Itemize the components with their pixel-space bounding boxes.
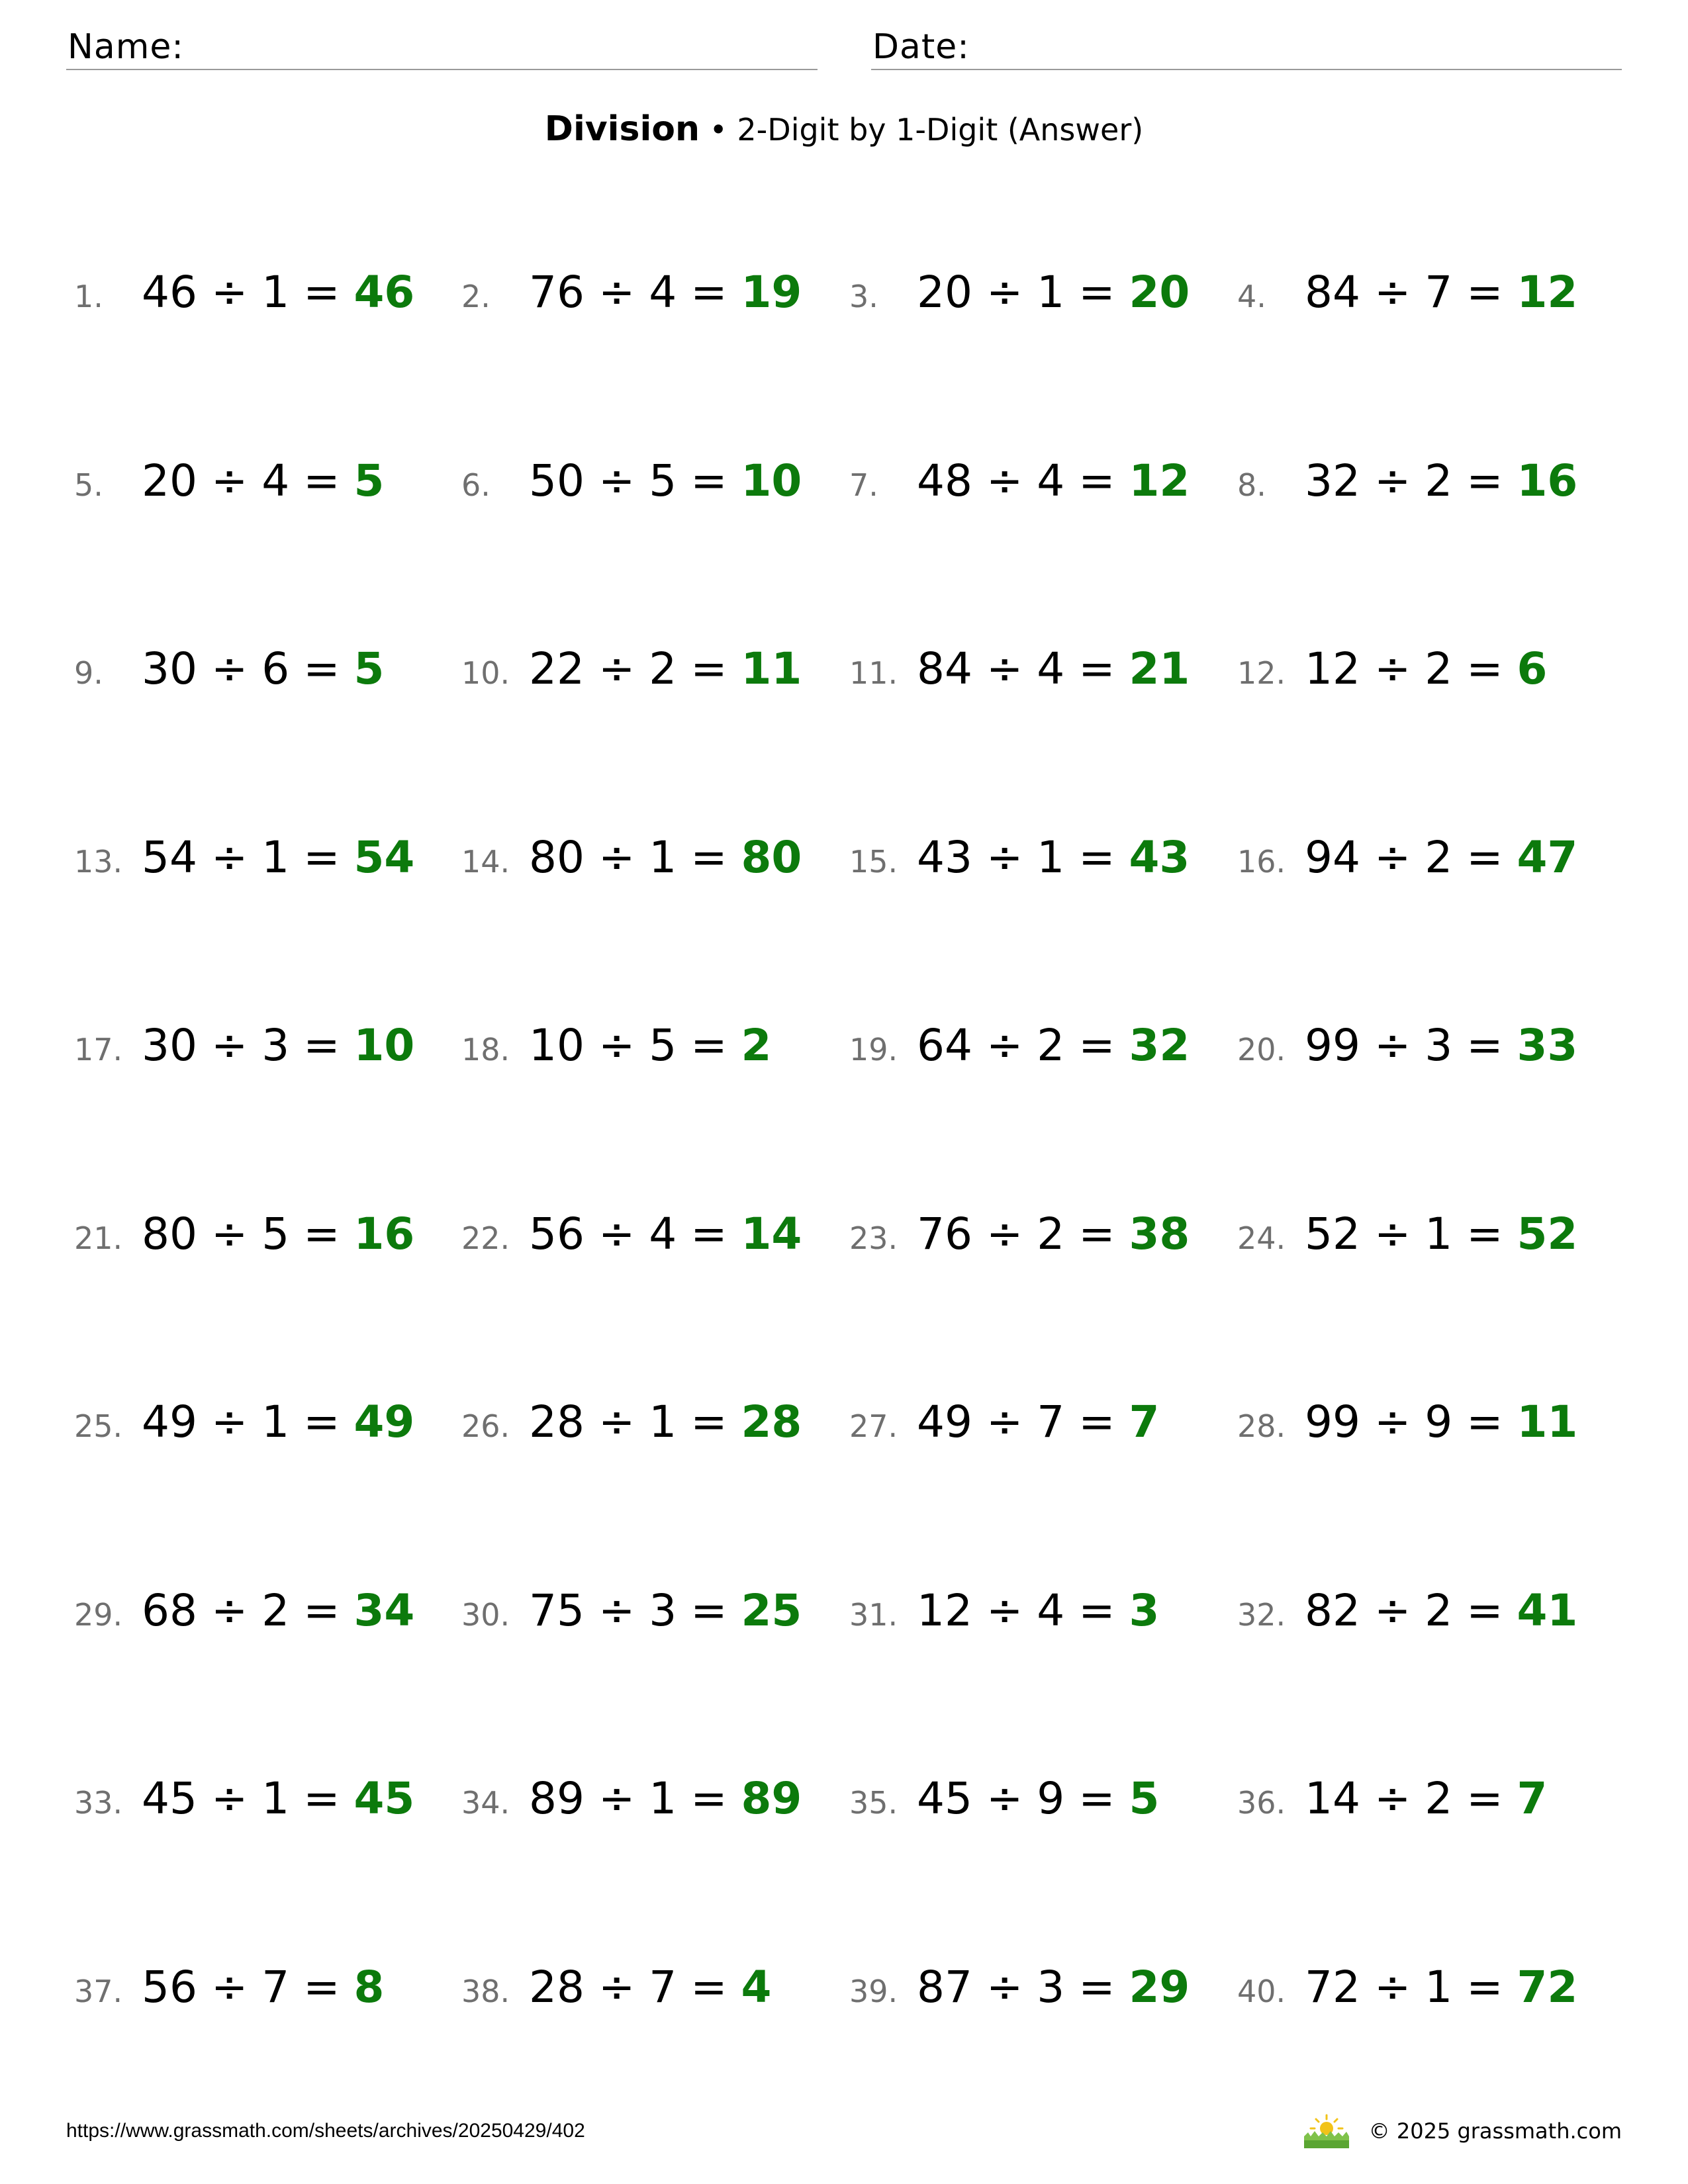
problem-answer: 11: [741, 643, 802, 694]
problem-answer: 8: [353, 1962, 385, 2013]
problem-number: 16.: [1237, 844, 1286, 880]
problem-item: [461, 1581, 802, 1641]
problem-answer: 16: [1517, 455, 1578, 506]
problem-item: [461, 639, 802, 699]
problem-item: [1237, 1016, 1577, 1075]
problem-item: [849, 1581, 1159, 1641]
problem-equation: 80 ÷ 5 =: [142, 1208, 354, 1259]
problem-answer: 12: [1129, 455, 1190, 506]
problem-answer: 43: [1129, 832, 1190, 883]
problem-answer: 49: [353, 1396, 415, 1447]
grass-sun-logo-icon: [1303, 2114, 1350, 2148]
problem-equation: 80 ÷ 1 =: [529, 832, 741, 883]
footer-copyright: © 2025 grassmath.com: [1368, 2118, 1622, 2144]
problem-answer: 6: [1517, 643, 1548, 694]
problem-answer: 2: [741, 1020, 772, 1071]
problem-equation: 49 ÷ 7 =: [917, 1396, 1129, 1447]
footer-url: https://www.grassmath.com/sheets/archives/20250429/402: [66, 2120, 585, 2142]
problem-number: 29.: [74, 1597, 123, 1633]
problem-item: [74, 639, 384, 699]
problem-answer: 89: [741, 1773, 802, 1824]
problem-answer: 54: [353, 832, 415, 883]
problem-equation: 20 ÷ 1 =: [917, 267, 1129, 318]
problem-answer: 29: [1129, 1962, 1190, 2013]
problem-item: [1237, 1581, 1577, 1641]
problem-number: 23.: [849, 1220, 898, 1256]
problem-item: [849, 451, 1190, 511]
problem-equation: 54 ÷ 1 =: [142, 832, 354, 883]
problem-equation: 72 ÷ 1 =: [1305, 1962, 1517, 2013]
problem-equation: 76 ÷ 2 =: [917, 1208, 1129, 1259]
problem-item: [461, 1016, 771, 1075]
problem-equation: 75 ÷ 3 =: [529, 1585, 741, 1636]
problem-answer: 28: [741, 1396, 802, 1447]
problem-equation: 64 ÷ 2 =: [917, 1020, 1129, 1071]
problem-answer: 14: [741, 1208, 802, 1259]
problem-answer: 20: [1129, 267, 1190, 318]
problem-number: 15.: [849, 844, 898, 880]
title-main: Division: [544, 109, 700, 149]
problem-answer: 80: [741, 832, 802, 883]
problem-answer: 19: [741, 267, 802, 318]
problem-answer: 41: [1517, 1585, 1578, 1636]
problem-item: [461, 1958, 771, 2017]
problem-number: 2.: [461, 279, 491, 314]
problem-equation: 32 ÷ 2 =: [1305, 455, 1517, 506]
problem-answer: 7: [1129, 1396, 1160, 1447]
problem-number: 9.: [74, 655, 103, 691]
problem-equation: 82 ÷ 2 =: [1305, 1585, 1517, 1636]
problem-number: 21.: [74, 1220, 123, 1256]
problem-item: [74, 263, 414, 322]
problem-equation: 10 ÷ 5 =: [529, 1020, 741, 1071]
problem-equation: 12 ÷ 2 =: [1305, 643, 1517, 694]
name-label: Name:: [68, 27, 184, 67]
problem-equation: 68 ÷ 2 =: [142, 1585, 354, 1636]
problem-answer: 47: [1517, 832, 1578, 883]
problem-number: 27.: [849, 1408, 898, 1444]
problem-equation: 45 ÷ 1 =: [142, 1773, 354, 1824]
problem-item: [849, 1205, 1190, 1264]
problem-number: 25.: [74, 1408, 123, 1444]
problem-equation: 89 ÷ 1 =: [529, 1773, 741, 1824]
problem-item: [1237, 451, 1577, 511]
problem-number: 26.: [461, 1408, 510, 1444]
problem-number: 32.: [1237, 1597, 1286, 1633]
problem-item: [461, 1205, 802, 1264]
problem-item: [74, 1016, 414, 1075]
problem-number: 40.: [1237, 1974, 1286, 2009]
problem-answer: 12: [1517, 267, 1578, 318]
problem-number: 38.: [461, 1974, 510, 2009]
problem-answer: 32: [1129, 1020, 1190, 1071]
problem-item: [849, 828, 1190, 887]
problem-equation: 84 ÷ 7 =: [1305, 267, 1517, 318]
problem-item: [1237, 1958, 1577, 2017]
problem-item: [849, 1392, 1159, 1452]
problem-equation: 22 ÷ 2 =: [529, 643, 741, 694]
problem-answer: 25: [741, 1585, 802, 1636]
problem-number: 28.: [1237, 1408, 1286, 1444]
problem-answer: 10: [741, 455, 802, 506]
problem-number: 36.: [1237, 1785, 1286, 1821]
problem-item: [1237, 1769, 1547, 1829]
problem-equation: 45 ÷ 9 =: [917, 1773, 1129, 1824]
problem-equation: 14 ÷ 2 =: [1305, 1773, 1517, 1824]
problem-item: [849, 1958, 1190, 2017]
date-label: Date:: [872, 27, 970, 67]
problem-equation: 99 ÷ 3 =: [1305, 1020, 1517, 1071]
problem-answer: 16: [353, 1208, 415, 1259]
problem-number: 30.: [461, 1597, 510, 1633]
problem-equation: 28 ÷ 1 =: [529, 1396, 741, 1447]
problem-equation: 87 ÷ 3 =: [917, 1962, 1129, 2013]
problem-equation: 50 ÷ 5 =: [529, 455, 741, 506]
problem-item: [74, 1581, 414, 1641]
problem-equation: 48 ÷ 4 =: [917, 455, 1129, 506]
problem-item: [74, 1392, 414, 1452]
problem-item: [1237, 828, 1577, 887]
problem-number: 13.: [74, 844, 123, 880]
problem-number: 11.: [849, 655, 898, 691]
problem-item: [1237, 639, 1547, 699]
title-subtitle: • 2-Digit by 1-Digit (Answer): [700, 112, 1144, 148]
problem-answer: 38: [1129, 1208, 1190, 1259]
problem-item: [849, 1016, 1190, 1075]
problem-number: 37.: [74, 1974, 123, 2009]
problem-number: 8.: [1237, 467, 1266, 503]
problem-item: [849, 263, 1190, 322]
problem-answer: 3: [1129, 1585, 1160, 1636]
problem-answer: 33: [1517, 1020, 1578, 1071]
problem-equation: 52 ÷ 1 =: [1305, 1208, 1517, 1259]
problem-equation: 12 ÷ 4 =: [917, 1585, 1129, 1636]
problem-answer: 4: [741, 1962, 772, 2013]
problem-answer: 52: [1517, 1208, 1578, 1259]
problem-item: [74, 828, 414, 887]
problem-number: 19.: [849, 1032, 898, 1068]
problem-equation: 84 ÷ 4 =: [917, 643, 1129, 694]
problem-answer: 34: [353, 1585, 415, 1636]
problem-equation: 30 ÷ 6 =: [142, 643, 354, 694]
problem-number: 7.: [849, 467, 878, 503]
footer-branding: [1303, 2111, 1622, 2151]
problem-number: 17.: [74, 1032, 123, 1068]
problem-number: 14.: [461, 844, 510, 880]
problem-item: [461, 263, 802, 322]
problem-number: 4.: [1237, 279, 1266, 314]
problem-answer: 5: [1129, 1773, 1160, 1824]
problem-item: [461, 828, 802, 887]
problem-number: 18.: [461, 1032, 510, 1068]
problem-item: [461, 451, 802, 511]
problem-item: [461, 1392, 802, 1452]
problem-equation: 56 ÷ 4 =: [529, 1208, 741, 1259]
problem-number: 24.: [1237, 1220, 1286, 1256]
problem-equation: 46 ÷ 1 =: [142, 267, 354, 318]
problem-equation: 20 ÷ 4 =: [142, 455, 354, 506]
problem-equation: 76 ÷ 4 =: [529, 267, 741, 318]
problem-equation: 30 ÷ 3 =: [142, 1020, 354, 1071]
problem-item: [461, 1769, 802, 1829]
problem-number: 3.: [849, 279, 878, 314]
problem-number: 39.: [849, 1974, 898, 2009]
problem-number: 12.: [1237, 655, 1286, 691]
problem-answer: 7: [1517, 1773, 1548, 1824]
problem-item: [1237, 1205, 1577, 1264]
problem-equation: 28 ÷ 7 =: [529, 1962, 741, 2013]
problem-equation: 49 ÷ 1 =: [142, 1396, 354, 1447]
problem-number: 31.: [849, 1597, 898, 1633]
problem-item: [1237, 263, 1577, 322]
problem-number: 34.: [461, 1785, 510, 1821]
problem-answer: 5: [353, 455, 385, 506]
problem-answer: 72: [1517, 1962, 1578, 2013]
problem-number: 33.: [74, 1785, 123, 1821]
problem-answer: 11: [1517, 1396, 1578, 1447]
problem-answer: 46: [353, 267, 415, 318]
problem-number: 35.: [849, 1785, 898, 1821]
problem-answer: 45: [353, 1773, 415, 1824]
problem-number: 5.: [74, 467, 103, 503]
problem-equation: 94 ÷ 2 =: [1305, 832, 1517, 883]
problem-answer: 21: [1129, 643, 1190, 694]
problem-item: [1237, 1392, 1577, 1452]
problem-item: [849, 1769, 1159, 1829]
problem-item: [74, 1769, 414, 1829]
problem-item: [74, 1958, 384, 2017]
problem-equation: 43 ÷ 1 =: [917, 832, 1129, 883]
problem-number: 22.: [461, 1220, 510, 1256]
problem-answer: 5: [353, 643, 385, 694]
problem-item: [74, 1205, 414, 1264]
problem-equation: 99 ÷ 9 =: [1305, 1396, 1517, 1447]
problem-number: 10.: [461, 655, 510, 691]
problem-number: 20.: [1237, 1032, 1286, 1068]
problem-number: 6.: [461, 467, 491, 503]
problem-item: [849, 639, 1190, 699]
problem-equation: 56 ÷ 7 =: [142, 1962, 354, 2013]
problem-number: 1.: [74, 279, 103, 314]
problem-answer: 10: [353, 1020, 415, 1071]
problem-item: [74, 451, 384, 511]
